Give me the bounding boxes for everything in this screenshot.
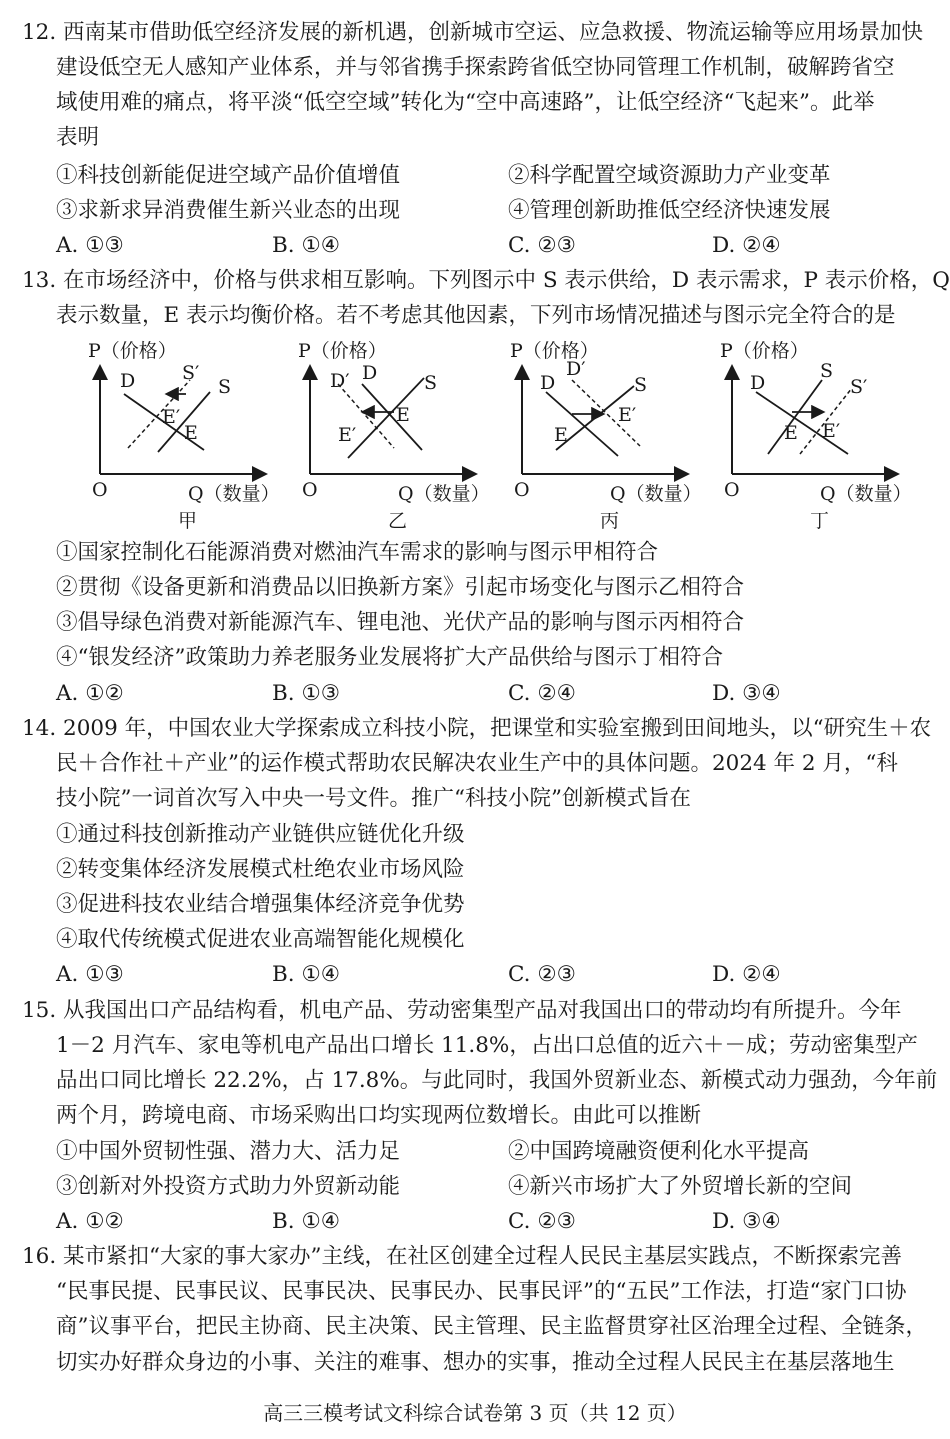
q14-item-4: ④取代传统模式促进农业高端智能化规模化 xyxy=(56,927,465,952)
page-footer: 高三三模考试文科综合试卷第 3 页（共 12 页） xyxy=(263,1401,687,1425)
label-d: D xyxy=(750,372,766,394)
q13-item-1: ①国家控制化石能源消费对燃油汽车需求的影响与图示甲相符合 xyxy=(56,540,659,565)
label-e: E xyxy=(396,404,410,426)
q12-item-3: ③求新求异消费催生新兴业态的出现 xyxy=(56,198,401,223)
graph-origin: O xyxy=(514,479,530,501)
q15-answer-b: B. ①④ xyxy=(272,1209,341,1234)
q13-item-3: ③倡导绿色消费对新能源汽车、锂电池、光伏产品的影响与图示丙相符合 xyxy=(56,610,745,635)
q12-item-2: ②科学配置空域资源助力产业变革 xyxy=(508,163,831,188)
q14-answer-b: B. ①④ xyxy=(272,962,341,987)
label-e: E xyxy=(554,424,568,446)
label-s: S xyxy=(820,360,834,382)
q15-answer-d: D. ③④ xyxy=(712,1209,781,1234)
graph-name: 丁 xyxy=(810,510,830,532)
q13-answer-c: C. ②④ xyxy=(508,681,576,706)
q12-stem-line: 表明 xyxy=(56,125,100,150)
q13-answer-b: B. ①③ xyxy=(272,681,341,706)
q13-stem-line: 13. 在市场经济中，价格与供求相互影响。下列图示中 S 表示供给，D 表示需求，P 表示价格，Q xyxy=(22,268,950,293)
q12-answer-c: C. ②③ xyxy=(508,233,576,258)
q14-stem-line: 技小院”一词首次写入中央一号文件。推广“科技小院”创新模式旨在 xyxy=(56,786,691,811)
graph-origin: O xyxy=(302,479,318,501)
q16-stem-line: “民事民提、民事民议、民事民决、民事民办、民事民评”的“五民”工作法，打造“家门口协 xyxy=(56,1279,907,1304)
q12-stem-line: 建设低空无人感知产业体系，并与邻省携手探索跨省低空协同管理工作机制，破解跨省空 xyxy=(56,55,895,80)
label-e: E xyxy=(784,422,798,444)
label-d: D xyxy=(362,362,378,384)
q16-stem-line: 16. 某市紧扣“大家的事大家办”主线，在社区创建全过程人民民主基层实践点，不断探索完善 xyxy=(22,1244,903,1269)
label-d-prime: D′ xyxy=(330,370,350,392)
label-e-prime: E′ xyxy=(338,424,357,446)
graph-xlabel: Q（数量） xyxy=(188,483,280,505)
graph-ylabel: P（价格） xyxy=(720,340,809,362)
label-e-prime: E′ xyxy=(618,404,637,426)
graph-xlabel: Q（数量） xyxy=(610,483,702,505)
q15-item-1: ①中国外贸韧性强、潜力大、活力足 xyxy=(56,1139,401,1164)
label-s: S xyxy=(218,376,232,398)
label-e-prime: E′ xyxy=(822,420,841,442)
q13-answer-d: D. ③④ xyxy=(712,681,781,706)
q16-stem-line: 商”议事平台，把民主协商、民主决策、民主管理、民主监督贯穿社区治理全过程、全链条， xyxy=(56,1314,927,1339)
q12-answer-d: D. ②④ xyxy=(712,233,781,258)
q15-stem-line: 1－2 月汽车、家电等机电产品出口增长 11.8%，占出口总值的近六＋－成；劳动密集型产 xyxy=(56,1033,918,1058)
q12-item-1: ①科技创新能促进空域产品价值增值 xyxy=(56,163,401,188)
graph-jia xyxy=(88,336,280,532)
q14-answer-c: C. ②③ xyxy=(508,962,576,987)
q12-stem-line: 域使用难的痛点，将平淡“低空空域”转化为“空中高速路”，让低空经济“飞起来”。此举 xyxy=(56,90,875,115)
q15-answer-c: C. ②③ xyxy=(508,1209,576,1234)
supply-curve-s-prime xyxy=(128,380,190,448)
graph-origin: O xyxy=(92,479,108,501)
q15-stem-line: 15. 从我国出口产品结构看，机电产品、劳动密集型产品对我国出口的带动均有所提升。今年 xyxy=(22,998,902,1023)
q13-item-4: ④“银发经济”政策助力养老服务业发展将扩大产品供给与图示丁相符合 xyxy=(56,645,723,670)
q15-item-3: ③创新对外投资方式助力外贸新动能 xyxy=(56,1174,401,1199)
q14-answer-d: D. ②④ xyxy=(712,962,781,987)
q12-item-4: ④管理创新助推低空经济快速发展 xyxy=(508,198,831,223)
q14-answer-a: A. ①③ xyxy=(56,962,124,987)
graph-origin: O xyxy=(724,479,740,501)
demand-curve-d xyxy=(362,384,422,450)
graph-name: 丙 xyxy=(600,510,620,532)
q15-stem-line: 品出口同比增长 22.2%，占 17.8%。与此同时，我国外贸新业态、新模式动力强劲，今年前 xyxy=(56,1068,938,1093)
label-d-prime: D′ xyxy=(566,358,586,380)
q15-stem-line: 两个月，跨境电商、市场采购出口均实现两位数增长。由此可以推断 xyxy=(56,1103,702,1128)
label-s: S xyxy=(424,372,438,394)
q15-item-4: ④新兴市场扩大了外贸增长新的空间 xyxy=(508,1174,853,1199)
q15-answer-a: A. ①② xyxy=(56,1209,124,1234)
graph-ylabel: P（价格） xyxy=(88,340,177,362)
q14-item-2: ②转变集体经济发展模式杜绝农业市场风险 xyxy=(56,857,465,882)
label-e-prime: E′ xyxy=(162,406,181,428)
q13-item-2: ②贯彻《设备更新和消费品以旧换新方案》引起市场变化与图示乙相符合 xyxy=(56,575,745,600)
graph-xlabel: Q（数量） xyxy=(820,483,912,505)
q14-stem-line: 民＋合作社＋产业”的运作模式帮助农民解决农业生产中的具体问题。2024 年 2 月，“科 xyxy=(56,751,898,776)
label-e: E xyxy=(184,422,198,444)
graph-ylabel: P（价格） xyxy=(298,340,387,362)
label-s-prime: S′ xyxy=(850,376,868,398)
graph-name: 乙 xyxy=(388,510,408,532)
graph-name: 甲 xyxy=(178,510,198,532)
graph-ding xyxy=(720,336,912,532)
q14-stem-line: 14. 2009 年，中国农业大学探索成立科技小院，把课堂和实验室搬到田间地头，以“研究生＋农 xyxy=(22,716,932,741)
q12-answer-a: A. ①③ xyxy=(56,233,124,258)
q13-answer-a: A. ①② xyxy=(56,681,124,706)
graph-xlabel: Q（数量） xyxy=(398,483,490,505)
label-s-prime: S′ xyxy=(182,362,200,384)
q14-item-1: ①通过科技创新推动产业链供应链优化升级 xyxy=(56,822,465,847)
graph-bing xyxy=(510,336,702,532)
q15-item-2: ②中国跨境融资便利化水平提高 xyxy=(508,1139,810,1164)
label-d: D xyxy=(120,370,136,392)
graph-ylabel: P（价格） xyxy=(510,340,599,362)
supply-curve-s xyxy=(348,378,424,458)
q13-stem-line: 表示数量，E 表示均衡价格。若不考虑其他因素，下列市场情况描述与图示完全符合的是 xyxy=(56,303,896,328)
q16-stem-line: 切实办好群众身边的小事、关注的难事、想办的实事，推动全过程人民民主在基层落地生 xyxy=(56,1350,895,1375)
label-s: S xyxy=(634,374,648,396)
label-d: D xyxy=(540,372,556,394)
q12-stem-line: 12. 西南某市借助低空经济发展的新机遇，创新城市空运、应急救援、物流运输等应用场景加快 xyxy=(22,20,924,45)
q14-item-3: ③促进科技农业结合增强集体经济竞争优势 xyxy=(56,892,465,917)
graph-yi xyxy=(298,336,490,532)
q12-answer-b: B. ①④ xyxy=(272,233,341,258)
